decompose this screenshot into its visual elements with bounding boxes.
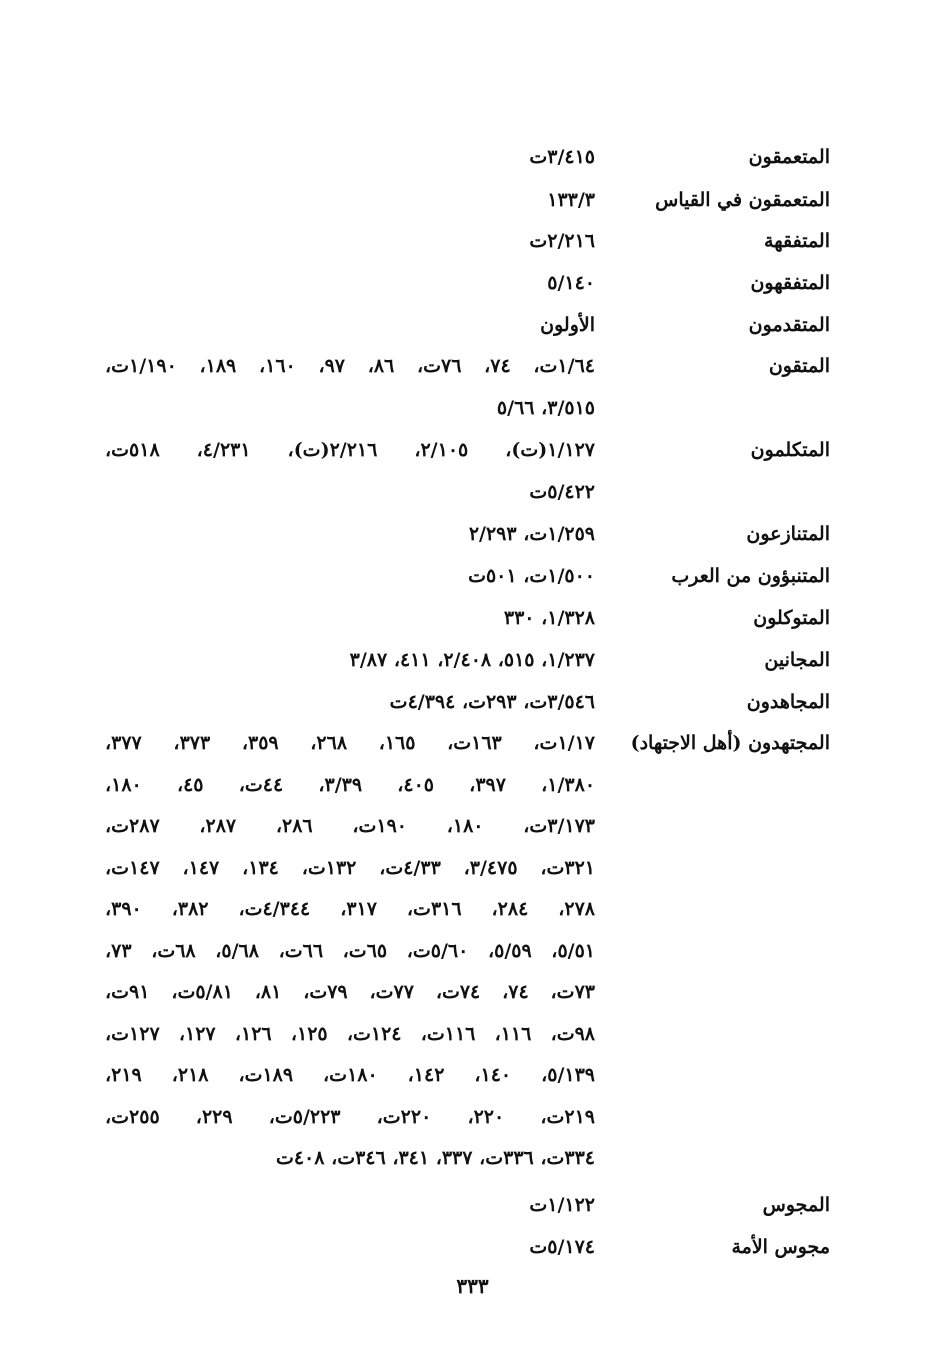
entry-references bbox=[105, 514, 595, 556]
entry-term: المتفقهة bbox=[764, 230, 830, 252]
reference-line: ١/٥٠٠ت، ٥٠١ت bbox=[468, 565, 595, 587]
reference-line: ٣/٤١٥ت bbox=[529, 146, 595, 168]
reference-line: ١/١٧ت، ١٦٣ت، ١٦٥، ٢٦٨، ٣٥٩، ٣٧٣، ٣٧٧، bbox=[105, 732, 596, 754]
reference-line: ١/٢٣٧، ٥١٥، ٢/٤٠٨، ٤١١، ٣/٨٧ bbox=[349, 649, 595, 671]
reference-line: ٣/٥١٥، ٥/٦٦ bbox=[496, 396, 595, 419]
entry-term: المتفقهون bbox=[750, 272, 830, 294]
page-number: ٣٣٣ bbox=[456, 1274, 489, 1298]
reference-line: ٥/١٤٠ bbox=[547, 272, 595, 294]
entry-term: المجاهدون bbox=[746, 691, 830, 713]
entry-references bbox=[105, 137, 595, 179]
reference-line: ٩٨ت، ١١٦، ١١٦ت، ١٢٤ت، ١٢٥، ١٢٦، ١٢٧، ١٢٧ت، bbox=[105, 1022, 596, 1045]
entry-references bbox=[105, 221, 595, 263]
entry-term: المتنازعون bbox=[746, 523, 830, 545]
reference-line: ١/١٢٧(ت)، ٢/١٠٥، ٢/٢١٦(ت)، ٤/٢٣١، ٥١٨ت، bbox=[105, 439, 595, 461]
entry-term: مجوس الأمة bbox=[731, 1236, 830, 1258]
reference-line: ٥/٥١، ٥/٥٩، ٥/٦٠ت، ٦٥ت، ٦٦ت، ٥/٦٨، ٦٨ت، ٧٣، bbox=[105, 939, 595, 962]
entry-references bbox=[105, 263, 595, 305]
entry-term: المتعمقون في القياس bbox=[655, 189, 830, 211]
reference-line: ٣٣٤ت، ٣٣٦ت، ٣٣٧، ٣٤١، ٣٤٦ت، ٤٠٨ت bbox=[275, 1147, 595, 1169]
entry-references bbox=[105, 556, 595, 598]
entry-references bbox=[105, 346, 595, 429]
reference-line: الأولون bbox=[540, 314, 595, 336]
reference-line: ١٣٣/٣ bbox=[547, 189, 595, 211]
reference-line: ٣٢١ت، ٣/٤٧٥، ٤/٣٣ت، ١٣٢ت، ١٣٤، ١٤٧، ١٤٧ت، bbox=[105, 856, 596, 879]
entry-term: المجوس bbox=[762, 1194, 830, 1216]
reference-line: ٢٧٨، ٢٨٤، ٣١٦ت، ٣١٧، ٤/٣٤٤ت، ٣٨٢، ٣٩٠، bbox=[105, 898, 595, 920]
reference-line: ١/٣٨٠، ٣٩٧، ٤٠٥، ٣/٣٩، ٤٤ت، ٤٥، ١٨٠، bbox=[105, 773, 596, 796]
reference-line: ٧٣ت، ٧٤، ٧٤ت، ٧٧ت، ٧٩ت، ٨١، ٥/٨١ت، ٩١ت، bbox=[105, 981, 595, 1003]
entry-references bbox=[105, 180, 595, 222]
entry-references bbox=[105, 305, 595, 347]
reference-line: ٣/٥٤٦ت، ٢٩٣ت، ٤/٣٩٤ت bbox=[389, 691, 595, 713]
reference-line: ١/٢٥٩ت، ٢/٢٩٣ bbox=[468, 523, 595, 545]
entry-term: المتكلمون bbox=[750, 439, 830, 461]
reference-line: ١/٣٢٨، ٣٣٠ bbox=[503, 607, 595, 629]
entry-references bbox=[105, 1185, 595, 1227]
entry-term: المجانين bbox=[764, 649, 830, 671]
reference-line: ٥/١٣٩، ١٤٠، ١٤٢، ١٨٠ت، ١٨٩ت، ٢١٨، ٢١٩، bbox=[105, 1064, 595, 1086]
reference-line: ١/١٢٢ت bbox=[529, 1194, 595, 1216]
entry-references bbox=[105, 640, 595, 682]
entry-references bbox=[105, 723, 595, 1180]
reference-line: ٣/١٧٣ت، ١٨٠، ١٩٠ت، ٢٨٦، ٢٨٧، ٢٨٧ت، bbox=[105, 815, 595, 837]
reference-line: ٥/٤٢٢ت bbox=[529, 480, 595, 503]
reference-line: ٢١٩ت، ٢٢٠، ٢٢٠ت، ٥/٢٢٣ت، ٢٢٩، ٢٥٥ت، bbox=[105, 1105, 595, 1128]
entry-references bbox=[105, 1227, 595, 1269]
entry-references bbox=[105, 598, 595, 640]
entry-references bbox=[105, 682, 595, 724]
entry-term: المجتهدون (أهل الاجتهاد) bbox=[630, 732, 830, 754]
entry-term: المتقون bbox=[768, 355, 830, 377]
entry-term: المتوكلون bbox=[753, 607, 830, 629]
entry-references bbox=[105, 430, 595, 513]
entry-term: المتنبؤون من العرب bbox=[671, 565, 830, 587]
reference-line: ٢/٢١٦ت bbox=[529, 230, 595, 252]
reference-line: ٥/١٧٤ت bbox=[529, 1236, 595, 1258]
entry-term: المتعمقون bbox=[748, 146, 830, 168]
reference-line: ١/٦٤ت، ٧٤، ٧٦ت، ٨٦، ٩٧، ١٦٠، ١٨٩، ١/١٩٠ت، bbox=[105, 355, 595, 377]
entry-term: المتقدمون bbox=[748, 314, 830, 336]
